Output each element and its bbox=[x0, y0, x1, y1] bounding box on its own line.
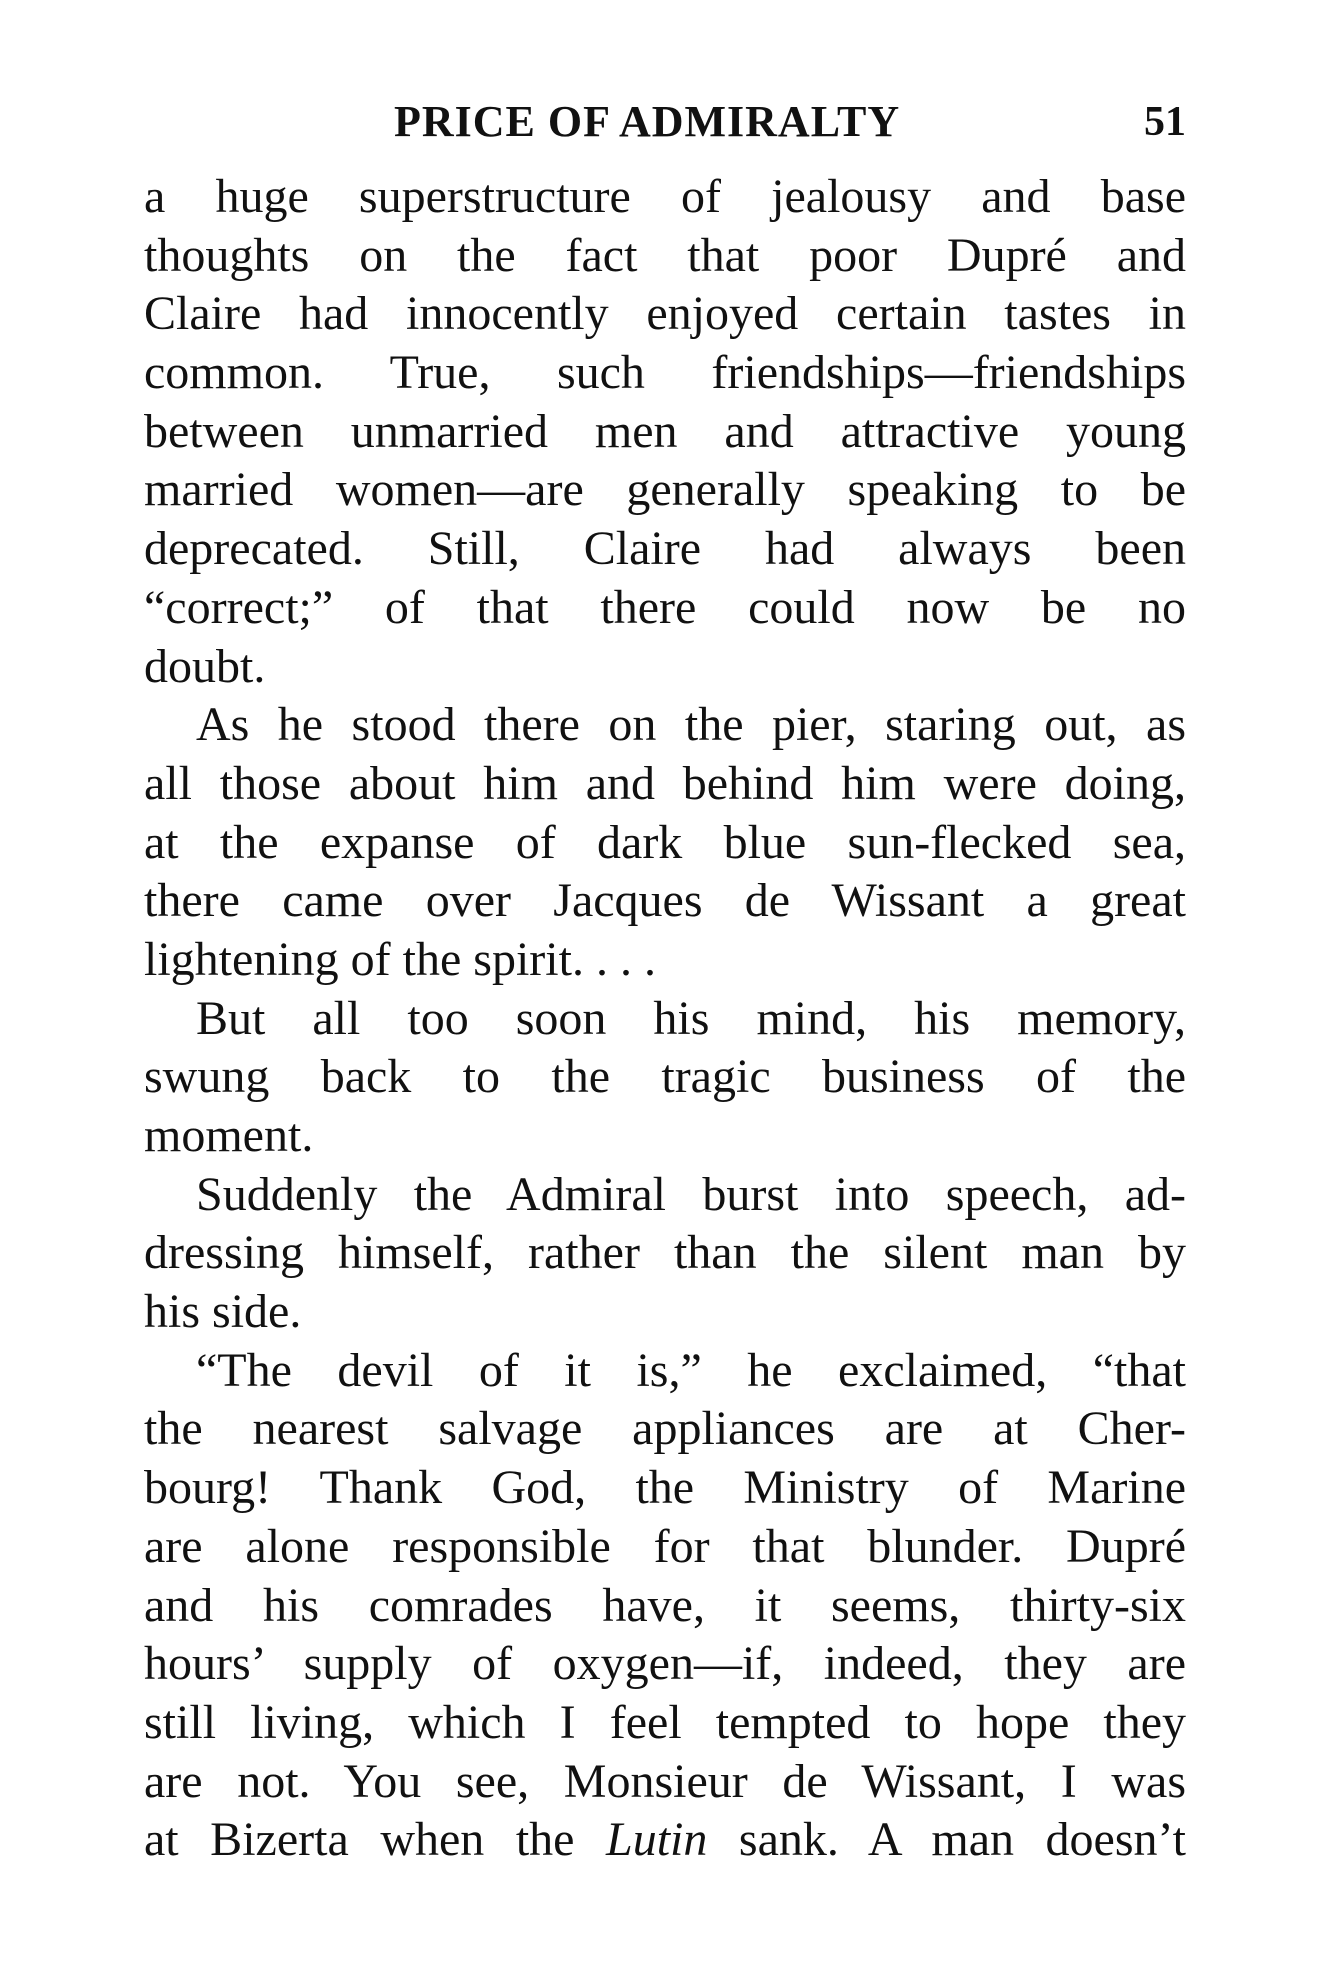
text-line: moment. bbox=[144, 1109, 314, 1162]
text-line: common. True, such friendships—friendships bbox=[144, 346, 1186, 400]
text-line: thoughts on the fact that poor Dupré and bbox=[144, 228, 1186, 282]
text-line: As he stood there on the pier, staring out, as bbox=[196, 698, 1186, 752]
text-segment: sank. A man doesn’t bbox=[707, 1813, 1186, 1867]
running-head bbox=[144, 92, 1186, 152]
text-line: at the expanse of dark blue sun-flecked sea, bbox=[144, 815, 1186, 869]
text-line: are alone responsible for that blunder. Dupré bbox=[144, 1519, 1186, 1573]
text-line: hours’ supply of oxygen—if, indeed, they are bbox=[144, 1637, 1186, 1691]
text-line: a huge superstructure of jealousy and base bbox=[144, 170, 1186, 223]
text-line: “correct;” of that there could now be no bbox=[144, 580, 1186, 634]
ship-name-italic: Lutin bbox=[606, 1813, 708, 1867]
body-text bbox=[144, 168, 1186, 1870]
text-line: doubt. bbox=[144, 639, 266, 693]
text-line: and his comrades have, it seems, thirty-six bbox=[144, 1578, 1186, 1632]
text-line: his side. bbox=[144, 1285, 302, 1339]
text-line: there came over Jacques de Wissant a great bbox=[144, 874, 1186, 928]
text-segment: at Bizerta when the bbox=[144, 1813, 607, 1867]
text-line: bourg! Thank God, the Ministry of Marine bbox=[144, 1461, 1186, 1515]
text-line: “The devil of it is,” he exclaimed, “that bbox=[196, 1343, 1186, 1397]
text-line: are not. You see, Monsieur de Wissant, I was bbox=[144, 1754, 1186, 1808]
running-head-title: PRICE OF ADMIRALTY bbox=[394, 97, 901, 146]
text-line: swung back to the tragic business of the bbox=[144, 1050, 1186, 1104]
text-line: But all too soon his mind, his memory, bbox=[196, 991, 1186, 1045]
text-line bbox=[144, 1811, 1186, 1870]
text-line: married women—are generally speaking to be bbox=[144, 463, 1186, 517]
text-line: Suddenly the Admiral burst into speech, ad- bbox=[196, 1167, 1186, 1221]
page-number: 51 bbox=[1144, 99, 1186, 145]
text-line: dressing himself, rather than the silent man by bbox=[144, 1226, 1186, 1280]
text-line: lightening of the spirit. . . . bbox=[144, 932, 656, 986]
text-line: between unmarried men and attractive young bbox=[144, 404, 1186, 458]
text-line: still living, which I feel tempted to hope they bbox=[144, 1695, 1186, 1749]
text-line: the nearest salvage appliances are at Cher- bbox=[144, 1402, 1186, 1456]
text-line: all those about him and behind him were doing, bbox=[144, 756, 1186, 810]
text-line: deprecated. Still, Claire had always been bbox=[144, 522, 1186, 576]
text-line: Claire had innocently enjoyed certain tastes in bbox=[144, 287, 1186, 341]
